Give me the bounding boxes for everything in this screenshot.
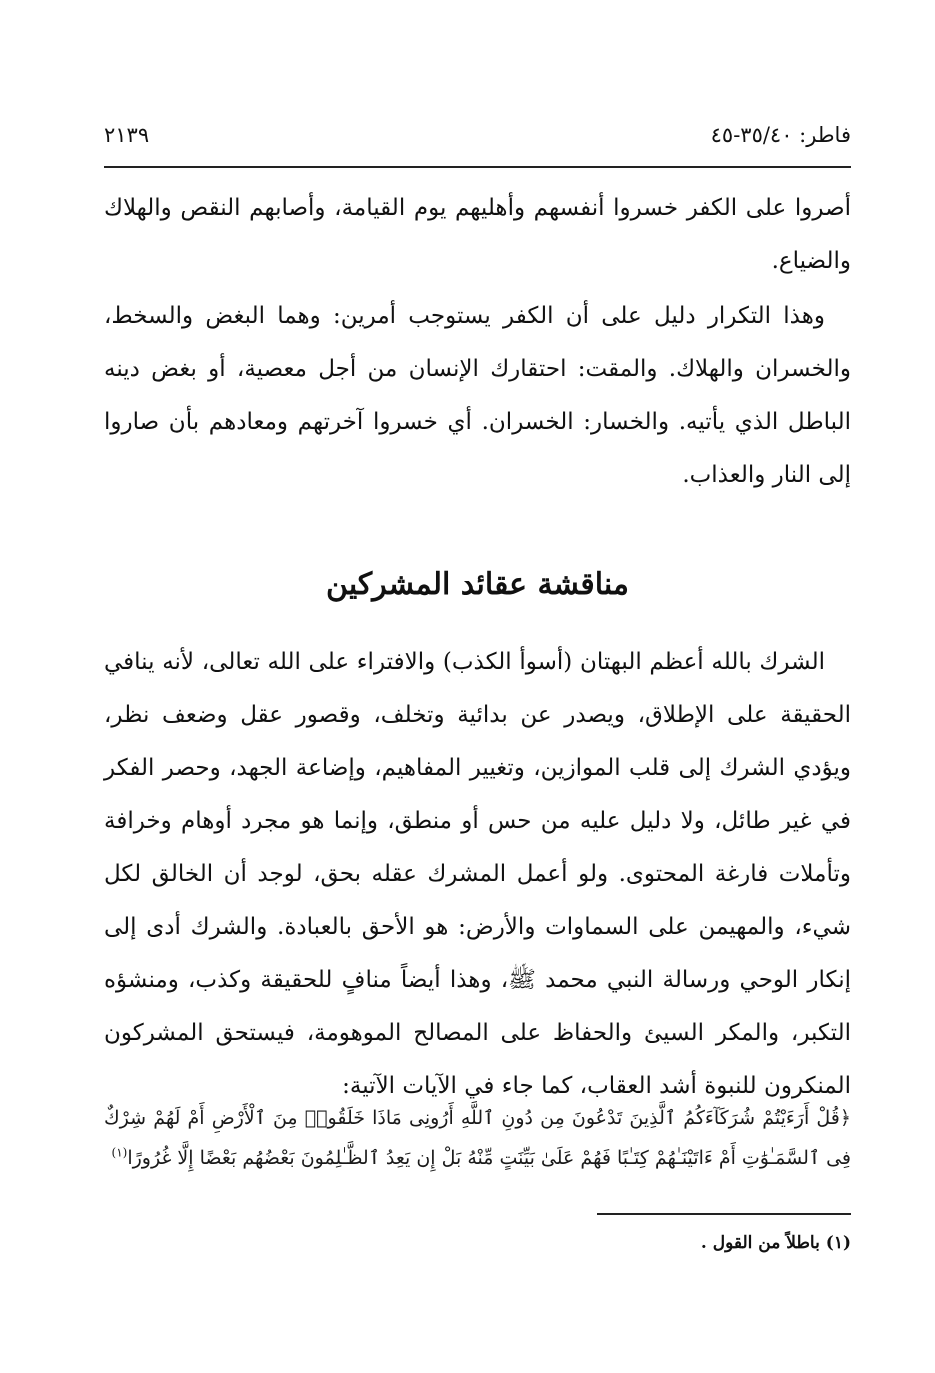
footnote: (١) باطلاً من القول . [700, 1233, 851, 1253]
page-number: ٢١٣٩ [104, 123, 150, 147]
footnote-divider [597, 1213, 851, 1215]
quran-verse [104, 1098, 851, 1178]
paragraph-discussion: الشرك بالله أعظم البهتان (أسوأ الكذب) والافتراء على الله تعالى، لأنه ينافي الحقيقة على الإطلاق، ويصدر عن بدائية وتخلف، وقصور عقل وضعف نظر، ويؤدي الشرك إلى قلب الموازين، وتغيير المفاهيم، وإضاعة الجهد، وحصر الفكر في غير طائل، ولا دليل عليه من حس أو منطق، وإنما هو مجرد أوهام وخرافة وتأملات فارغة المحتوى. ولو أعمل المشرك عقله بحق، لوجد أن الخالق لكل شيء، والمهيمن على السماوات والأرض: هو الأحق بالعبادة. والشرك أدى إلى إنكار الوحي ورسالة النبي محمد ﷺ، وهذا أيضاً منافٍ للحقيقة وكذب، ومنشؤه التكبر، والمكر السيئ والحفاظ على المصالح الموهومة، فيستحق المشركون المنكرون للنبوة أشد العقاب، كما جاء في الآيات الآتية: [104, 649, 851, 1099]
verse-text: ﴿قُلْ أَرَءَيْتُمْ شُرَكَآءَكُمُ ٱلَّذِينَ تَدْعُونَ مِن دُونِ ٱللَّهِ أَرُونِى مَاذَا خَلَقُوا۟ مِنَ ٱلْأَرْضِ أَمْ لَهُمْ شِرْكٌ فِى ٱلسَّمَـٰوَٰتِ أَمْ ءَاتَيْنَـٰهُمْ كِتَـٰبًا فَهُمْ عَلَىٰ بَيِّنَتٍ مِّنْهُ بَلْ إِن يَعِدُ ٱلظَّـٰلِمُونَ بَعْضُهُم بَعْضًا إِلَّا غُرُورًا [104, 1107, 851, 1169]
surah-reference: فاطر: ٣٥/٤٠-٤٥ [710, 123, 851, 147]
footnote-marker: (١) [111, 1145, 128, 1160]
header-divider [104, 166, 851, 168]
paragraph-explanation: وهذا التكرار دليل على أن الكفر يستوجب أمرين: وهما البغض والسخط، والخسران والهلاك. والمقت: احتقارك الإنسان من أجل معصية، أو بغض دينه الباطل الذي يأتيه. والخسار: الخسران. أي خسروا آخرتهم ومعادهم بأن صاروا إلى النار والعذاب. [104, 303, 851, 488]
section-title: مناقشة عقائد المشركين [326, 567, 629, 602]
running-head [104, 118, 851, 152]
paragraph-continuation: أصروا على الكفر خسروا أنفسهم وأهليهم يوم القيامة، وأصابهم النقص والهلاك والضياع. [104, 195, 851, 274]
